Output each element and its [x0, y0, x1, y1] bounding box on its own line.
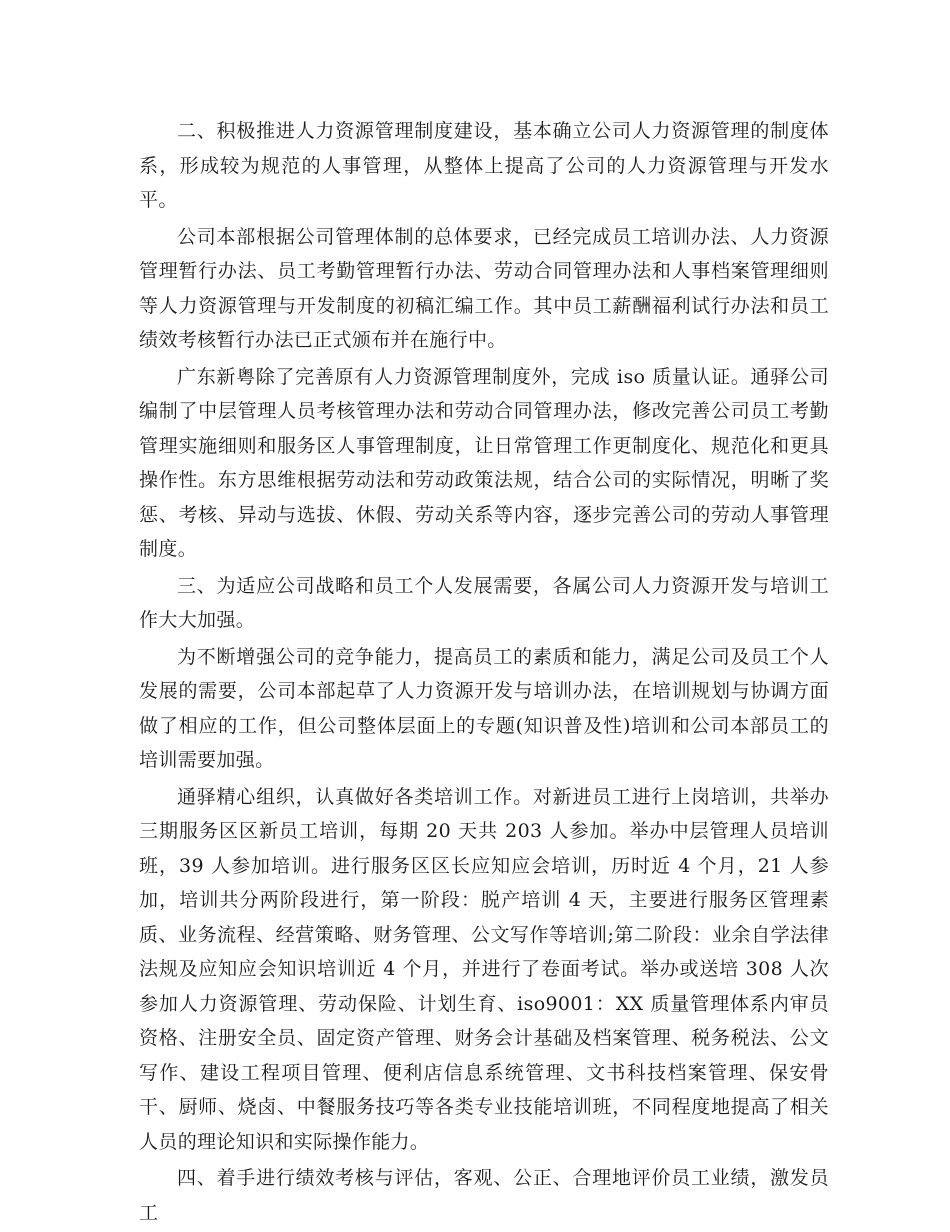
document-body [139, 114, 829, 1232]
paragraph-tongyi-training: 通驿精心组织，认真做好各类培训工作。对新进员工进行上岗培训，共举办三期服务区区新员工培训，每期 20 天共 203 人参加。举办中层管理人员培训班，39 人参加培训。进行服务区区长应知应会培训，历时近 4 个月，21 人参加，培训共分两阶段进行，第一阶段：脱产培训 4 天，主要进行服务区管理素质、业务流程、经营策略、财务管理、公文写作等培训;第二阶段：业余自学法律法规及应知应会知识培训近 4 个月，并进行了卷面考试。举办或送培 308 人次参加人力资源管理、劳动保险、计划生育、iso9001：XX 质量管理体系内审员资格、注册安全员、固定资产管理、财务会计基础及档案管理、税务税法、公文写作、建设工程项目管理、便利店信息系统管理、文书科技档案管理、保安骨干、厨师、烧卤、中餐服务技巧等各类专业技能培训班，不同程度地提高了相关人员的理论知识和实际操作能力。 [139, 785, 829, 1153]
paragraph-section-2-heading: 二、积极推进人力资源管理制度建设，基本确立公司人力资源管理的制度体系，形成较为规范的人事管理，从整体上提高了公司的人力资源管理与开发水平。 [139, 120, 829, 211]
paragraph-headquarters-policies: 公司本部根据公司管理体制的总体要求，已经完成员工培训办法、人力资源管理暂行办法、员工考勤管理暂行办法、劳动合同管理办法和人事档案管理细则等人力资源管理与开发制度的初稿汇编工作。其中员工薪酬福利试行办法和员工绩效考核暂行办法已正式颁布并在施行中。 [139, 225, 829, 351]
paragraph-training-measures: 为不断增强公司的竞争能力，提高员工的素质和能力，满足公司及员工个人发展的需要，公司本部起草了人力资源开发与培训办法，在培训规划与协调方面做了相应的工作，但公司整体层面上的专题(知识普及性)培训和公司本部员工的培训需要加强。 [139, 645, 829, 771]
paragraph-section-3-heading: 三、为适应公司战略和员工个人发展需要，各属公司人力资源开发与培训工作大大加强。 [139, 574, 829, 631]
paragraph-section-4-heading: 四、着手进行绩效考核与评估，客观、公正、合理地评价员工业绩，激发员工 [139, 1167, 829, 1224]
paragraph-guangdong-xinyue: 广东新粤除了完善原有人力资源管理制度外，完成 iso 质量认证。通驿公司编制了中层管理人员考核管理办法和劳动合同管理办法，修改完善公司员工考勤管理实施细则和服务区人事管理制度，让日常管理工作更制度化、规范化和更具操作性。东方思维根据劳动法和劳动政策法规，结合公司的实际情况，明晰了奖惩、考核、异动与选拔、休假、劳动关系等内容，逐步完善公司的劳动人事管理制度。 [139, 365, 829, 560]
